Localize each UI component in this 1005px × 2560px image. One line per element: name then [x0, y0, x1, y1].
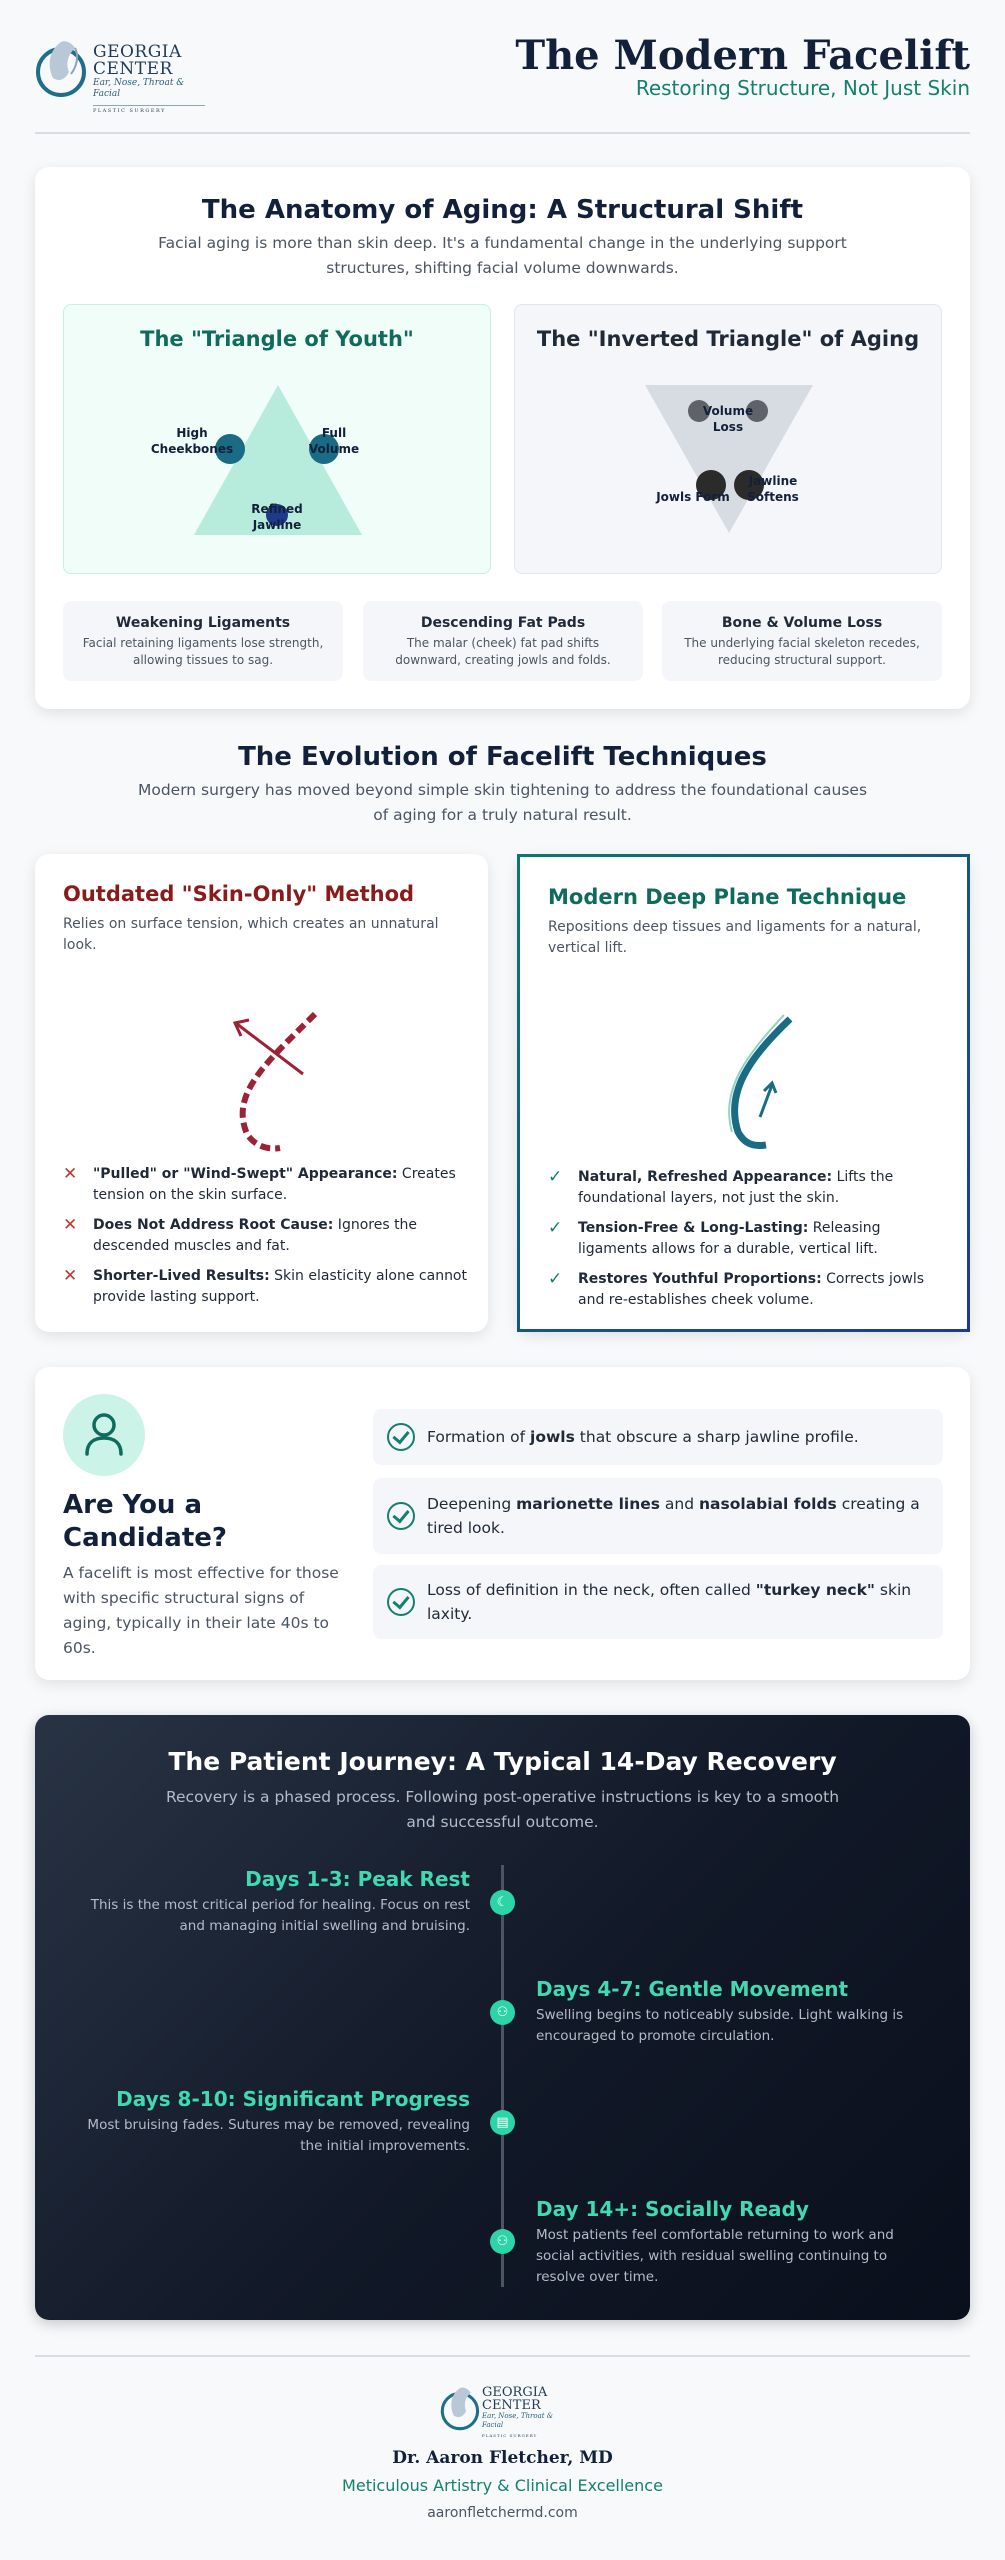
georgia-center-logo[interactable]	[35, 32, 205, 114]
step-title: Days 8-10: Significant Progress	[116, 2087, 470, 2111]
check-icon: ✓	[548, 1218, 563, 1238]
symptom-text: Formation of jowls that obscure a sharp jawline profile.	[427, 1428, 859, 1446]
pull-arrow-line	[237, 1024, 303, 1074]
step-desc: Most bruising fades. Sutures may be removed, revealing the initial improvements.	[87, 2117, 470, 2154]
page-subtitle: Restoring Structure, Not Just Skin	[635, 76, 970, 100]
candidate-section	[35, 1367, 970, 1680]
factor-title: Bone & Volume Loss	[721, 615, 883, 631]
website-link[interactable]: aaronfletchermd.com	[427, 2505, 578, 2521]
logo-line4: PLASTIC SURGERY	[93, 105, 205, 114]
symptom-item-jowls	[373, 1409, 943, 1465]
logo-line1: GEORGIA	[93, 42, 182, 62]
triangle-of-youth-panel	[63, 304, 491, 574]
recovery-section	[35, 1715, 970, 2320]
skin-curve	[243, 1014, 315, 1148]
skin-only-title: Outdated "Skin-Only" Method	[63, 882, 415, 906]
header	[35, 30, 970, 134]
factor-title: Descending Fat Pads	[420, 615, 586, 631]
evolution-description: Modern surgery has moved beyond simple skin tightening to address the foundational causes of aging for a truly natural result.	[137, 781, 868, 824]
logo-line3: Ear, Nose, Throat & Facial	[93, 78, 185, 99]
list-item: ✓ Natural, Refreshed Appearance: Lifts the foundational layers, not just the skin.	[548, 1167, 894, 1206]
factor-desc: The underlying facial skeleton recedes, reducing structural support.	[684, 636, 920, 667]
x-icon: ✕	[63, 1164, 78, 1184]
doctor-name: Dr. Aaron Fletcher, MD	[392, 2448, 613, 2468]
factor-card-bone-loss	[662, 601, 942, 681]
label-jawline: Jawline	[252, 518, 302, 532]
label-volume: Volume	[308, 442, 360, 456]
label-softens: Softens	[747, 490, 799, 504]
step-desc: Most patients feel comfortable returning to work and social activities, with residual swelling continuing to resolve over time.	[536, 2227, 894, 2285]
inverted-triangle-panel	[514, 304, 942, 574]
candidate-description: A facelift is most effective for those with specific structural signs of aging, typically in their late 40s to 60s.	[63, 1564, 339, 1657]
skin-only-list	[63, 1164, 468, 1317]
check-circle-icon	[387, 1588, 415, 1616]
footer-divider	[35, 2355, 970, 2357]
candidate-title: Are You a Candidate?	[63, 1490, 227, 1553]
walk-icon: ⚇	[490, 2000, 515, 2025]
logo-face-icon	[35, 32, 95, 104]
list-item: ✓ Tension-Free & Long-Lasting: Releasing ligaments allows for a durable, vertical lift.	[548, 1218, 881, 1257]
footer-logo-face-icon	[440, 2380, 486, 2436]
check-icon: ✓	[548, 1167, 563, 1187]
factor-desc: The malar (cheek) fat pad shifts downward, creating jowls and folds.	[395, 636, 611, 667]
symptom-item-neck	[373, 1565, 943, 1639]
x-icon: ✕	[63, 1266, 78, 1286]
step-title: Days 4-7: Gentle Movement	[536, 1977, 849, 2001]
symptom-item-folds	[373, 1478, 943, 1554]
deep-plane-illustration	[520, 977, 973, 1157]
footer-logo-text: GEORGIA CENTER Ear, Nose, Throat & Facial PLASTIC SURGERY	[482, 2385, 554, 2438]
factor-title: Weakening Ligaments	[115, 615, 291, 631]
list-item: ✕ Does Not Address Root Cause: Ignores the descended muscles and fat.	[63, 1215, 418, 1254]
recovery-title: The Patient Journey: A Typical 14-Day Recovery	[168, 1747, 837, 1776]
people-icon: ⚇	[490, 2229, 515, 2254]
step-desc: Swelling begins to noticeably subside. Light walking is encouraged to promote circulation.	[536, 2007, 904, 2044]
label-jawline-aging: Jawline	[748, 474, 798, 488]
check-icon: ✓	[548, 1269, 563, 1289]
footer-logo[interactable]	[440, 2380, 570, 2436]
x-icon: ✕	[63, 1215, 78, 1235]
list-item: ✕ "Pulled" or "Wind-Swept" Appearance: Creates tension on the skin surface.	[63, 1164, 456, 1203]
logo-line2: CENTER	[93, 59, 173, 79]
step-title: Day 14+: Socially Ready	[536, 2197, 809, 2221]
document-icon: ▤	[490, 2110, 515, 2135]
logo-text	[93, 44, 205, 114]
deep-plane-subtitle: Repositions deep tissues and ligaments for a natural, vertical lift.	[548, 919, 922, 956]
list-item: ✓ Restores Youthful Proportions: Corrects jowls and re-establishes cheek volume.	[548, 1269, 925, 1308]
inverted-triangle-diagram	[515, 305, 943, 575]
label-high: High	[176, 426, 208, 440]
factor-card-fat-pads	[363, 601, 643, 681]
step-desc: This is the most critical period for healing. Focus on rest and managing initial swelling and bruising.	[90, 1897, 470, 1934]
timeline-line	[501, 1865, 504, 2287]
label-cheekbones: Cheekbones	[150, 442, 234, 456]
person-icon	[63, 1394, 145, 1476]
label-full: Full	[321, 426, 347, 440]
label-jowls-form: Jowls Form	[656, 490, 730, 504]
footer-tagline: Meticulous Artistry & Clinical Excellence	[342, 2476, 663, 2495]
symptom-text: Loss of definition in the neck, often called "turkey neck" skin laxity.	[427, 1581, 912, 1623]
evolution-title: The Evolution of Facelift Techniques	[238, 742, 767, 772]
triangle-of-youth-diagram	[64, 305, 492, 575]
skin-only-method-card	[35, 854, 488, 1332]
skin-pull-illustration	[35, 974, 488, 1154]
inverted-triangle-title: The "Inverted Triangle" of Aging	[536, 327, 920, 351]
list-item: ✕ Shorter-Lived Results: Skin elasticity alone cannot provide lasting support.	[63, 1266, 467, 1305]
check-circle-icon	[387, 1423, 415, 1451]
anatomy-description: Facial aging is more than skin deep. It's a fundamental change in the underlying support structures, shifting facial volume downwards.	[158, 234, 847, 277]
symptom-text: Deepening marionette lines and nasolabial folds creating a tired look.	[427, 1495, 920, 1537]
moon-icon: ☾	[490, 1890, 515, 1915]
step-title: Days 1-3: Peak Rest	[245, 1867, 470, 1891]
check-circle-icon	[387, 1502, 415, 1530]
anatomy-title: The Anatomy of Aging: A Structural Shift	[201, 195, 804, 225]
label-volume-aging: Volume	[702, 404, 754, 418]
factor-card-ligaments	[63, 601, 343, 681]
recovery-description: Recovery is a phased process. Following post-operative instructions is key to a smooth and successful outcome.	[165, 1788, 840, 1831]
factor-desc: Facial retaining ligaments lose strength, allowing tissues to sag.	[82, 636, 324, 667]
triangle-of-youth-title: The "Triangle of Youth"	[140, 327, 414, 351]
label-refined: Refined	[251, 502, 303, 516]
page-title: The Modern Facelift	[515, 32, 970, 79]
deep-plane-method-card	[517, 854, 970, 1332]
anatomy-section	[35, 167, 970, 709]
label-loss: Loss	[712, 420, 744, 434]
skin-only-subtitle: Relies on surface tension, which creates an unnatural look.	[63, 916, 439, 953]
deep-plane-title: Modern Deep Plane Technique	[548, 885, 907, 909]
deep-plane-list	[548, 1167, 947, 1320]
